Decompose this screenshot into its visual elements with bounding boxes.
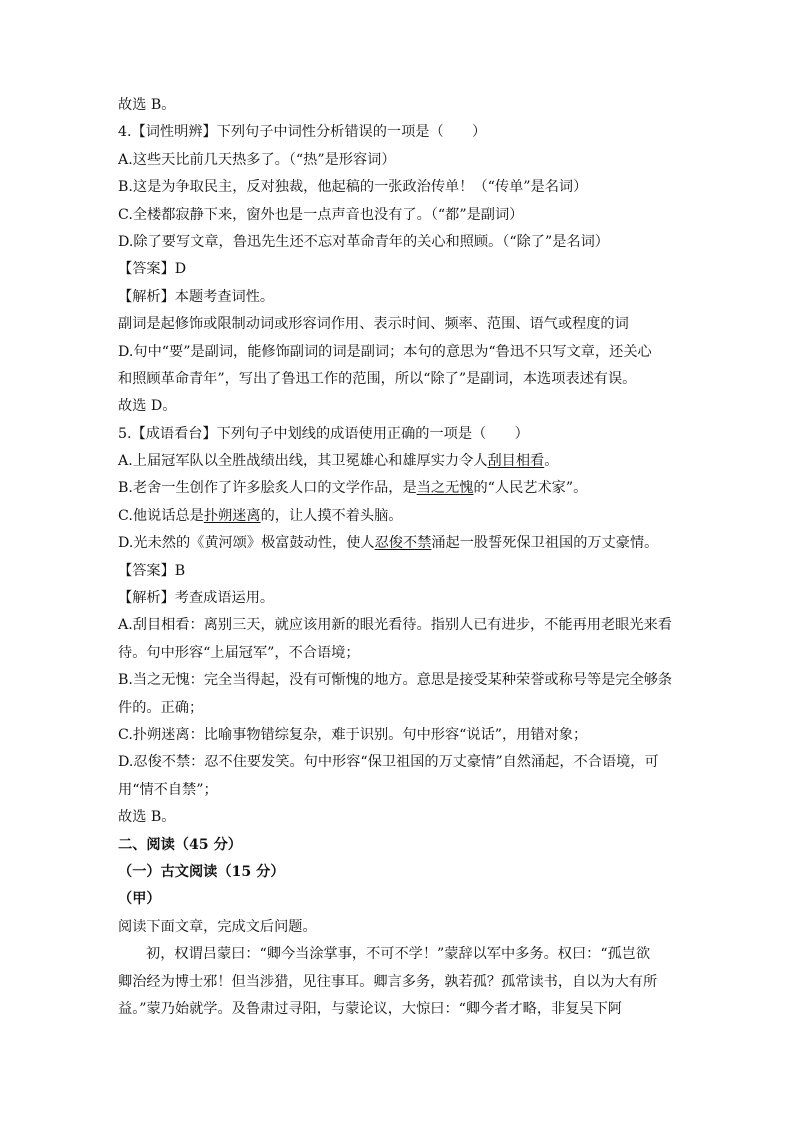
q4-option-d: D.除了要写文章，鲁迅先生还不忘对革命青年的关心和照顾。（“除了”是名词） (118, 233, 609, 250)
q5-option-a (118, 448, 678, 475)
q4-option-a: A.这些天比前几天热多了。（“热”是形容词） (118, 151, 396, 168)
q5-option-d (118, 530, 678, 557)
subsection-title: （一）古文阅读（15 分） (118, 863, 285, 880)
q5-option-b (118, 475, 678, 502)
passage-label: （甲） (118, 891, 161, 908)
q4-option-c: C.全楼都寂静下来，窗外也是一点声音也没有了。（“都”是副词） (118, 206, 524, 223)
option-text: 。 (544, 453, 559, 470)
q5-analysis-line: 待。句中形容“上届冠军”，不合语境； (118, 644, 360, 661)
option-text: 的，让人摸不着头脑。 (260, 507, 403, 524)
q5-option-c (118, 503, 678, 530)
q5-analysis-line: 件的。正确； (118, 699, 204, 716)
q5-analysis-line: 用“情不自禁”； (118, 781, 218, 798)
q5-analysis-line: A.刮目相看：离别三天，就应该用新的眼光看待。指别人已有进步，不能再用老眼光来看 (118, 617, 672, 634)
q4-analysis-line: 和照顾革命青年”，写出了鲁迅工作的范围，所以“除了”是副词，本选项表述有误。 (118, 370, 637, 387)
passage-line: 初，权谓吕蒙曰：“卿今当涂掌事，不可不学！”蒙辞以军中多务。权曰：“孤岂欲 (146, 946, 651, 963)
q4-answer: 【答案】D (118, 261, 187, 278)
section-title: 二、阅读（45 分） (118, 836, 242, 853)
q4-analysis-line: 副词是起修饰或限制动词或形容词作用、表示时间、频率、范围、语气或程度的词 (118, 316, 629, 333)
option-text: 的“人民艺术家”。 (473, 480, 588, 497)
question-5-stem: 5.【成语看台】下列句子中划线的成语使用正确的一项是（ ） (118, 425, 529, 442)
reading-instruction: 阅读下面文章，完成文后问题。 (118, 918, 317, 935)
option-text: 涌起一股誓死保卫祖国的万丈豪情。 (431, 535, 659, 552)
underlined-idiom: 扑朔迷离 (203, 507, 261, 524)
q5-analysis-line: C.扑朔迷离：比喻事物错综复杂，难于识别。句中形容“说话”，用错对象； (118, 726, 588, 743)
q5-analysis-title: 【解析】考查成语运用。 (118, 590, 275, 607)
underlined-idiom: 刮目相看 (487, 453, 545, 470)
passage-line: 益。”蒙乃始就学。及鲁肃过寻阳，与蒙论议，大惊曰：“卿今者才略，非复吴下阿 (118, 1000, 622, 1017)
question-4-stem: 4.【词性明辨】下列句子中词性分析错误的一项是（ ） (118, 124, 487, 141)
q5-analysis-line: B.当之无愧：完全当得起，没有可惭愧的地方。意思是接受某种荣誉或称号等是完全够条 (118, 672, 673, 689)
option-text: C.他说话总是 (118, 507, 204, 524)
q5-analysis-line: D.忍俊不禁：忍不住要发笑。句中形容“保卫祖国的万丈豪情”自然涌起，不合语境，可 (118, 754, 659, 771)
q4-analysis-title: 【解析】本题考查词性。 (118, 288, 275, 305)
option-text: B.老舍一生创作了许多脍炙人口的文学作品，是 (118, 480, 417, 497)
option-text: D.光未然的《黄河颂》极富鼓动性，使人 (118, 535, 375, 552)
answer-line: 故选 B。 (118, 97, 176, 113)
document-body (118, 92, 678, 1023)
option-text: A.上届冠军队以全胜战绩出线，其卫冕雄心和雄厚实力令人 (118, 453, 488, 470)
q5-answer: 【答案】B (118, 562, 186, 579)
q4-conclusion: 故选 D。 (118, 398, 177, 415)
q4-analysis-line: D.句中“要”是副词，能修饰副词的词是副词；本句的意思为“鲁迅不只写文章，还关心 (118, 343, 652, 360)
underlined-idiom: 忍俊不禁 (374, 535, 432, 552)
underlined-idiom: 当之无愧 (416, 480, 474, 497)
q5-conclusion: 故选 B。 (118, 809, 176, 826)
passage-line: 卿治经为博士邪！但当涉猎，见往事耳。卿言多务，孰若孤？孤常读书，自以为大有所 (118, 973, 658, 990)
q4-option-b: B.这是为争取民主，反对独裁，他起稿的一张政治传单！（“传单”是名词） (118, 179, 588, 196)
